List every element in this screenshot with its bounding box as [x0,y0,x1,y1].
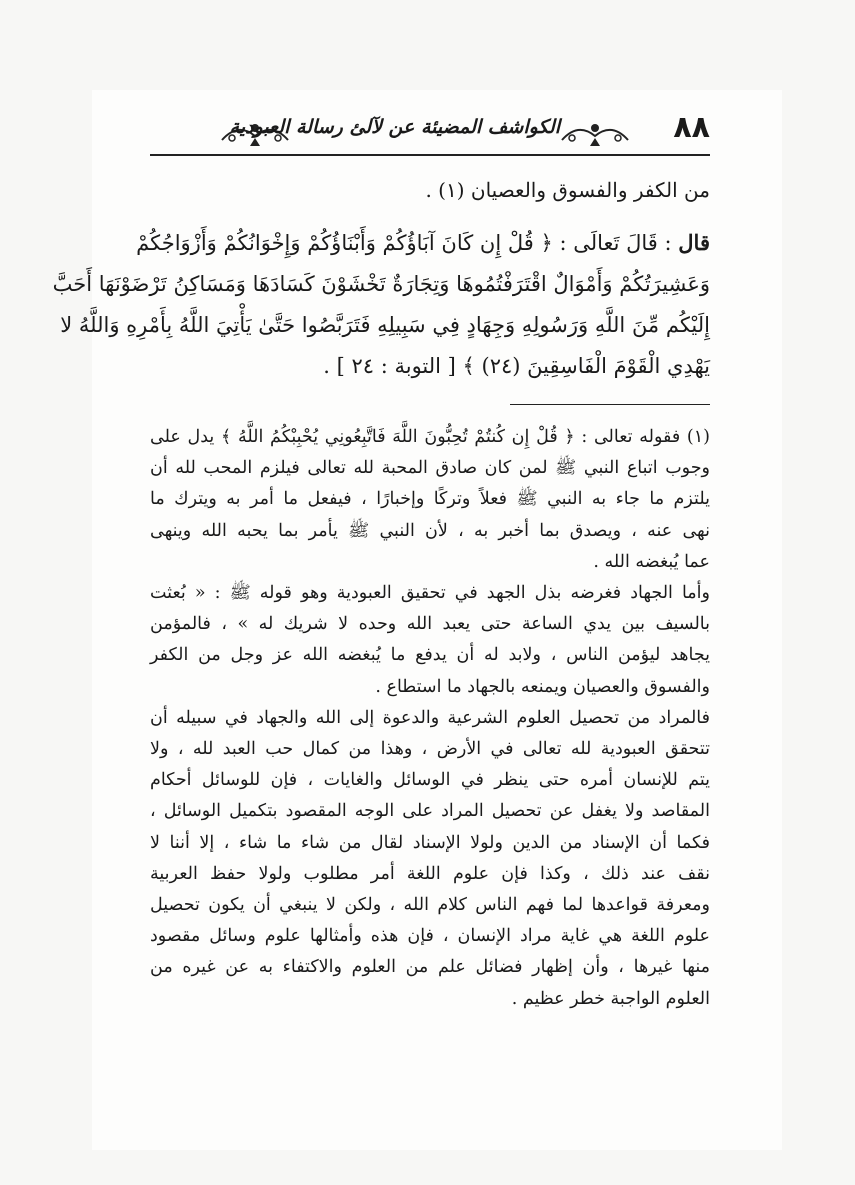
verse-line [136,222,710,264]
ornament-icon [560,118,630,148]
header-divider [150,154,710,156]
verse-line: وَعَشِيرَتُكُمْ وَأَمْوَالٌ اقْتَرَفْتُمُوهَا وَتِجَارَةٌ تَخْشَوْنَ كَسَادَهَا وَمَسَاكِنُ تَرْضَوْنَهَا أَحَبَّ [52,272,710,296]
footnote-line: عما يُبغضه الله . [593,551,710,572]
footnote-line: نقف عند ذلك ، وكذا فإن علوم اللغة أمر مطلوب ولولا حفظ العربية [150,863,710,884]
verse-line: يَهْدِي الْقَوْمَ الْفَاسِقِينَ (٢٤) ﴾ [ التوبة : ٢٤ ] . [323,354,710,378]
footnote-line: علوم اللغة هي غاية مراد الإنسان ، فإن هذه وأمثالها علوم وسائل مقصود [150,926,710,947]
footnote-line: نهى عنه ، ويصدق بما أخبر به ، لأن النبي ﷺ يأمر بما يحبه الله وينهى [150,520,710,541]
footnote-line: يلتزم ما جاء به النبي ﷺ فعلاً وتركًا وإخبارًا ، فيفعل ما أمر به ويترك ما [150,489,710,510]
footnote-line: والفسوق والعصيان ويمنعه بالجهاد ما استطاع . [375,676,710,697]
verse-label: قال [678,230,710,255]
page-number: ٨٨ [673,110,710,145]
footnote [150,422,710,1015]
footnote-line: (١) فقوله تعالى : ﴿ قُلْ إِن كُنتُمْ تُحِبُّونَ اللَّهَ فَاتَّبِعُونِي يُحْبِبْكُمُ اللَّهُ ﴾ يدل على [150,427,710,447]
page-header [150,110,710,154]
footnote-divider [510,404,710,405]
footnote-line: ومعرفة قواعدها لما فهم الناس كلام الله ، ولكن لا ينبغي أن يكون تحصيل [150,895,710,916]
footnote-line: المقاصد ولا يغفل عن تحصيل المراد على الوجه المقصود بتكميل الوسائل ، [150,801,710,822]
footnote-line: فالمراد من تحصيل العلوم الشرعية والدعوة إلى الله والجهاد في سبيله أن [150,707,710,728]
footnote-line: وجوب اتباع النبي ﷺ لمن كان صادق المحبة لله تعالى فيلزم المحب لله أن [150,458,710,479]
verse-line: إِلَيْكُم مِّنَ اللَّهِ وَرَسُولِهِ وَجِهَادٍ فِي سَبِيلِهِ فَتَرَبَّصُوا حَتَّىٰ يَأْتِيَ اللَّهُ بِأَمْرِهِ وَاللَّهُ لا [60,313,710,337]
footnote-line: منها غيرها ، وأن إظهار فضائل علم من العلوم والاكتفاء به عن غيره من [150,957,710,978]
footnote-line: يتم للإنسان أمره حتى ينظر في الوسائل والغايات ، فإن للوسائل أحكام [150,770,710,791]
footnote-line: يجاهد ليؤمن الناس ، ولابد له أن يدفع ما يُبغضه الله عز وجل من الكفر [150,645,710,666]
intro-line: من الكفر والفسوق والعصيان (١) . [425,178,710,202]
quran-verse [52,222,710,387]
footnote-line: بالسيف بين يدي الساعة حتى يعبد الله وحده لا شريك له » ، فالمؤمن [150,614,710,635]
verse-text: : قَالَ تَعالَى : ﴿ قُلْ إِن كَانَ آبَاؤُكُمْ وَأَبْنَاؤُكُمْ وَإِخْوَانُكُمْ وَأَزْوَاجُكُمْ [136,231,672,255]
book-title: الكواشف المضيئة عن لآلئ رسالة العبودية [229,116,560,138]
footnote-line: وأما الجهاد فغرضه بذل الجهد في تحقيق العبودية وهو قوله ﷺ : « بُعثت [150,583,710,604]
footnote-line: فكما أن الإسناد من الدين ولولا الإسناد لقال من شاء ما شاء ، إلا أننا لا [150,832,710,853]
footnote-line: تتحقق العبودية لله تعالى في الأرض ، وهذا من كمال حب العبد لله ، ولا [150,739,710,760]
footnote-line: العلوم الواجبة خطر عظيم . [511,988,710,1009]
